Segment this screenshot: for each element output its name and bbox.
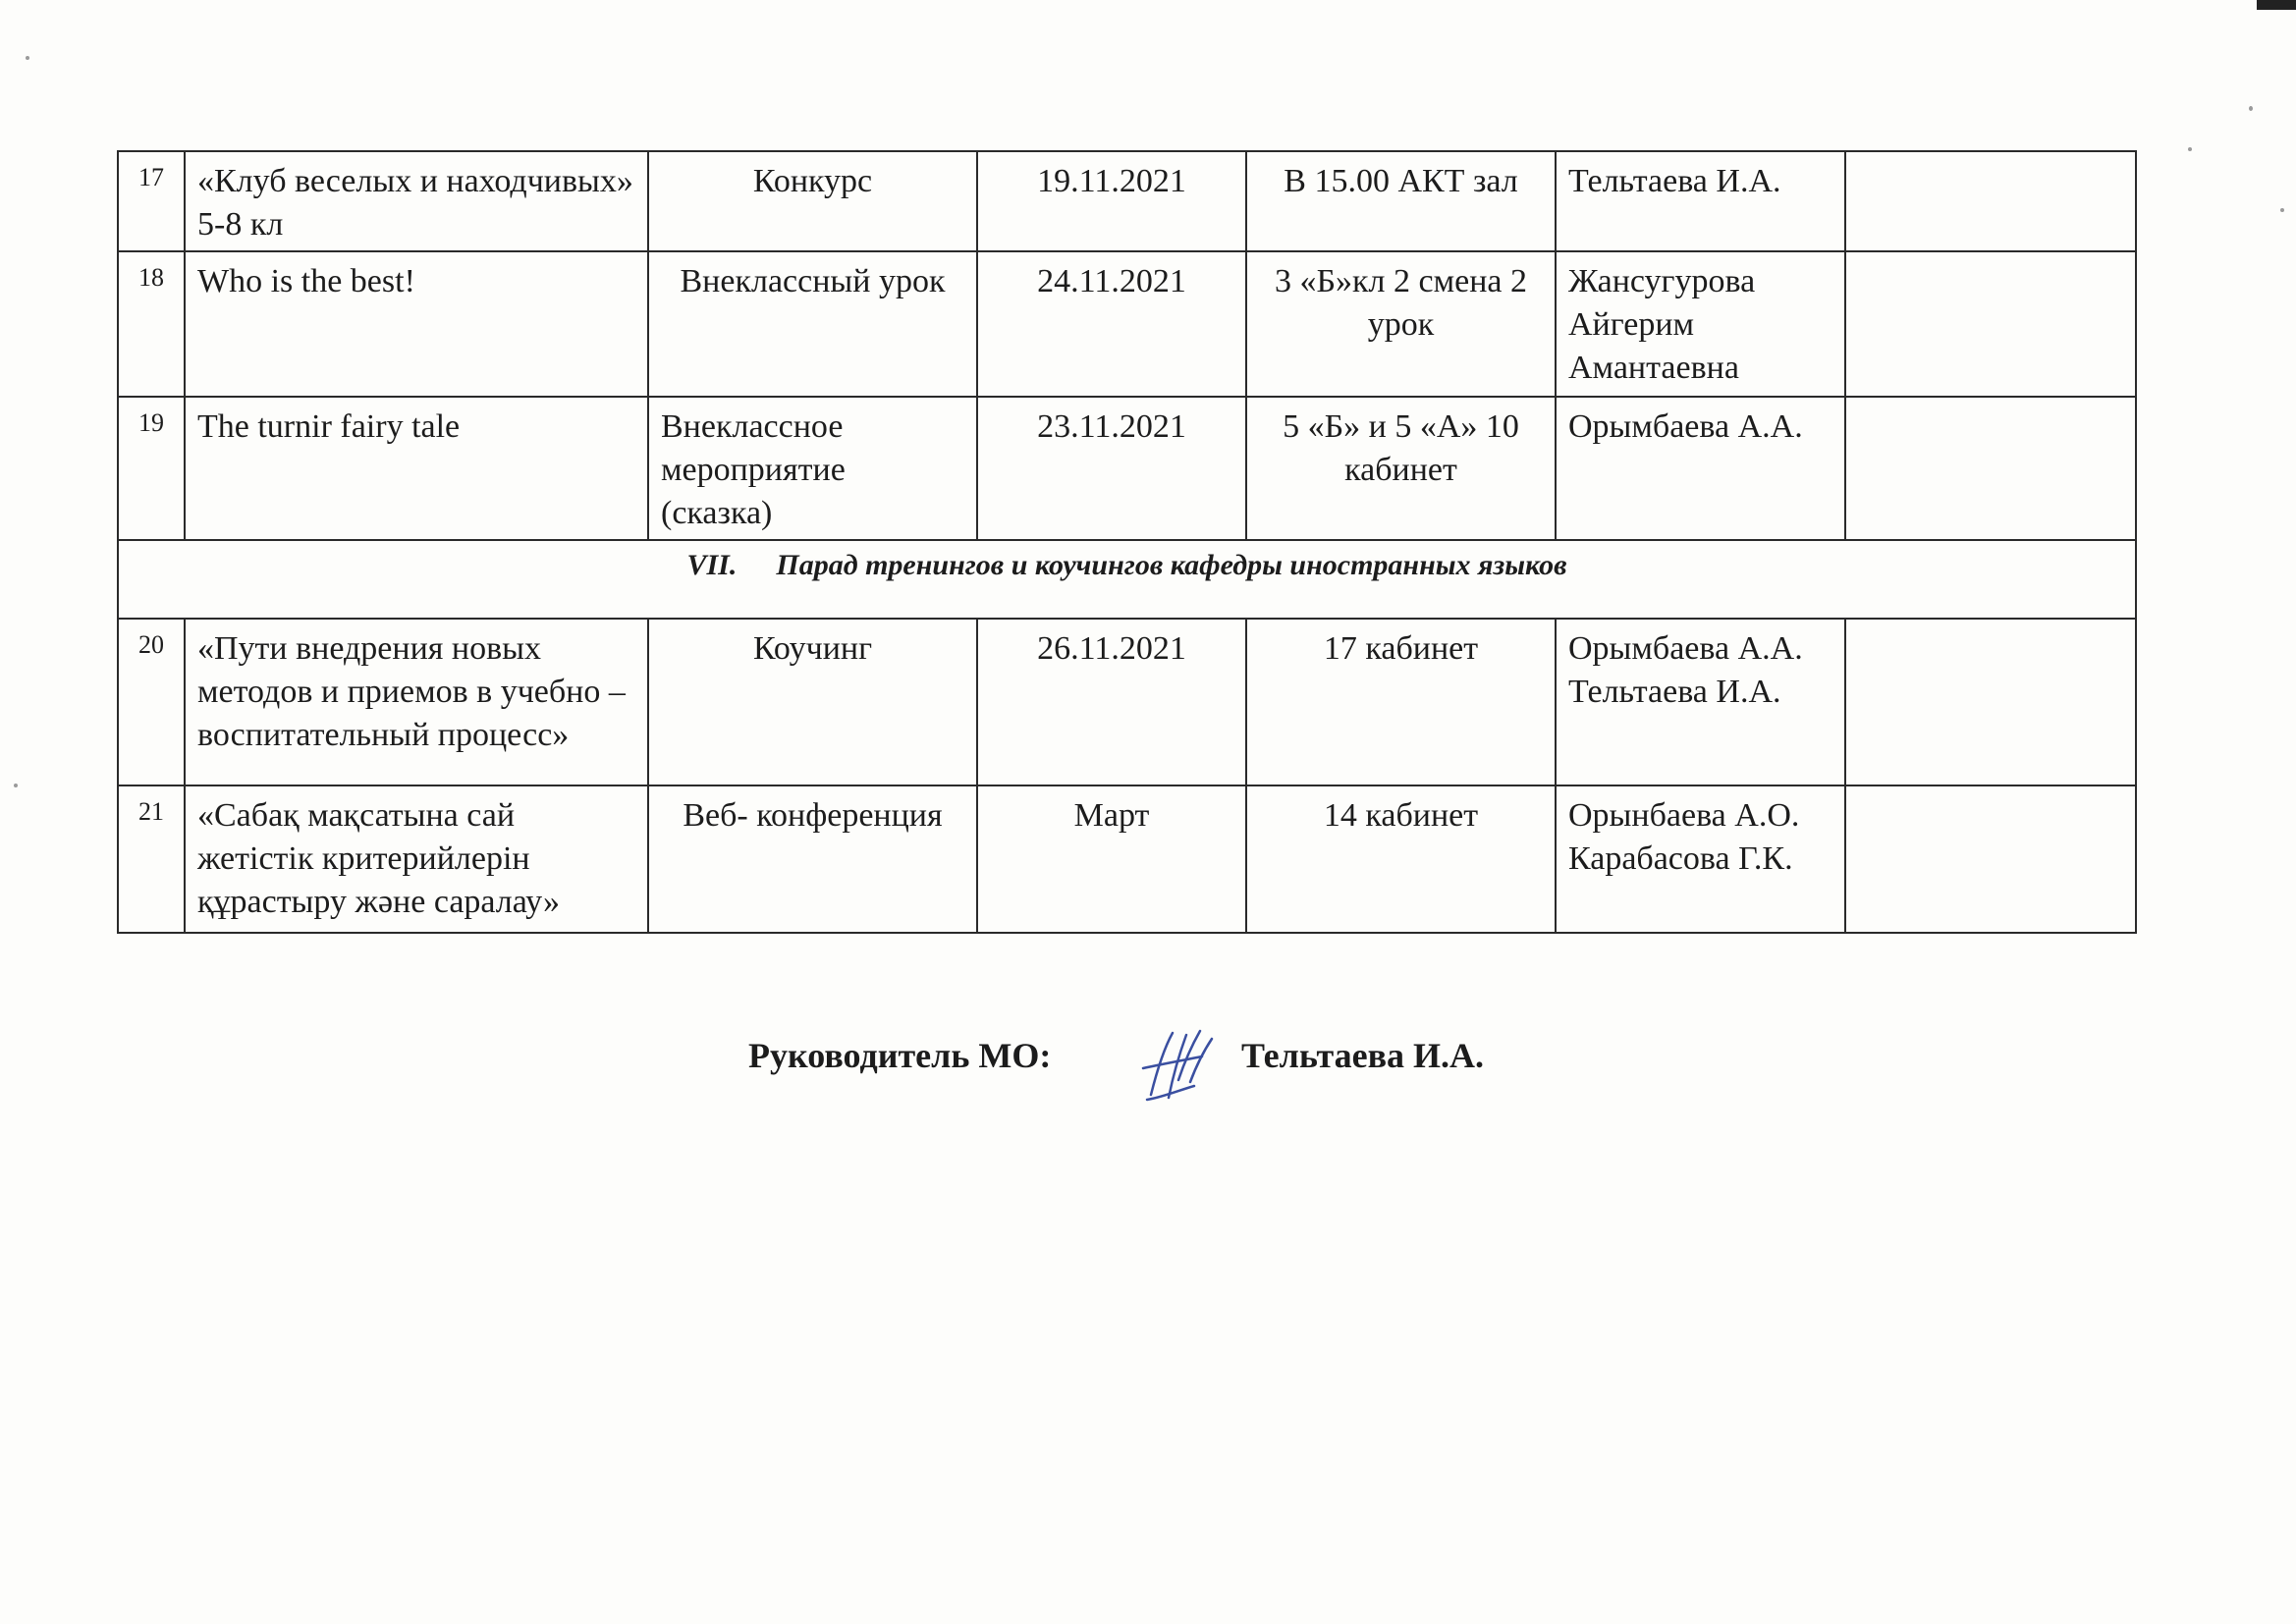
event-form: Внеклассное мероприятие (сказка)	[648, 397, 977, 540]
event-place: 14 кабинет	[1246, 785, 1556, 933]
row-number: 20	[118, 619, 185, 785]
signature-name: Тельтаева И.А.	[1241, 1036, 1485, 1075]
responsible-line: Карабасова Г.К.	[1568, 840, 1793, 877]
scan-speck	[2280, 208, 2284, 212]
section-heading	[118, 540, 2136, 619]
event-title: Who is the best!	[185, 251, 648, 397]
event-note	[1845, 397, 2136, 540]
table-row	[118, 397, 2136, 540]
row-number: 17	[118, 151, 185, 251]
event-place: 17 кабинет	[1246, 619, 1556, 785]
event-responsible: Орымбаева А.А.	[1556, 397, 1845, 540]
event-date: Март	[977, 785, 1246, 933]
event-form: Конкурс	[648, 151, 977, 251]
row-number: 18	[118, 251, 185, 397]
event-note	[1845, 251, 2136, 397]
event-responsible: Жансугурова Айгерим Амантаевна	[1556, 251, 1845, 397]
table-row	[118, 251, 2136, 397]
scan-speck	[2249, 106, 2253, 111]
event-place: 5 «Б» и 5 «А» 10 кабинет	[1246, 397, 1556, 540]
signature-block	[748, 1021, 1632, 1110]
event-title: «Сабақ мақсатына сай жетістік критерийлерін құрастыру және саралау»	[185, 785, 648, 933]
event-date: 26.11.2021	[977, 619, 1246, 785]
event-date: 23.11.2021	[977, 397, 1246, 540]
row-number: 19	[118, 397, 185, 540]
event-place: В 15.00 АКТ зал	[1246, 151, 1556, 251]
event-title: «Клуб веселых и находчивых» 5-8 кл	[185, 151, 648, 251]
responsible-line: Орынбаева А.О.	[1568, 797, 1800, 834]
section-title: Парад тренингов и коучингов кафедры иностранных языков	[776, 549, 1567, 581]
section-number: VII.	[686, 549, 738, 581]
handwritten-signature	[1121, 1021, 1220, 1110]
responsible-line: Орымбаева А.А.	[1568, 630, 1803, 667]
event-place: 3 «Б»кл 2 смена 2 урок	[1246, 251, 1556, 397]
scan-speck	[2188, 147, 2192, 151]
row-number: 21	[118, 785, 185, 933]
event-date: 24.11.2021	[977, 251, 1246, 397]
event-note	[1845, 151, 2136, 251]
event-form: Внеклассный урок	[648, 251, 977, 397]
event-title: «Пути внедрения новых методов и приемов в учебно – воспитательный процесс»	[185, 619, 648, 785]
event-date: 19.11.2021	[977, 151, 1246, 251]
event-title: The turnir fairy tale	[185, 397, 648, 540]
event-responsible	[1556, 619, 1845, 785]
table-row	[118, 619, 2136, 785]
event-note	[1845, 619, 2136, 785]
table-row	[118, 785, 2136, 933]
event-form: Коучинг	[648, 619, 977, 785]
scan-corner-mark	[2257, 0, 2296, 10]
responsible-line: Тельтаева И.А.	[1568, 674, 1781, 710]
event-responsible	[1556, 785, 1845, 933]
scan-speck	[14, 784, 18, 787]
event-form: Веб- конференция	[648, 785, 977, 933]
event-note	[1845, 785, 2136, 933]
event-responsible: Тельтаева И.А.	[1556, 151, 1845, 251]
table-row	[118, 151, 2136, 251]
signature-title: Руководитель МО:	[748, 1036, 1052, 1075]
section-row	[118, 540, 2136, 619]
events-table	[117, 150, 2137, 934]
scan-speck	[26, 56, 29, 60]
